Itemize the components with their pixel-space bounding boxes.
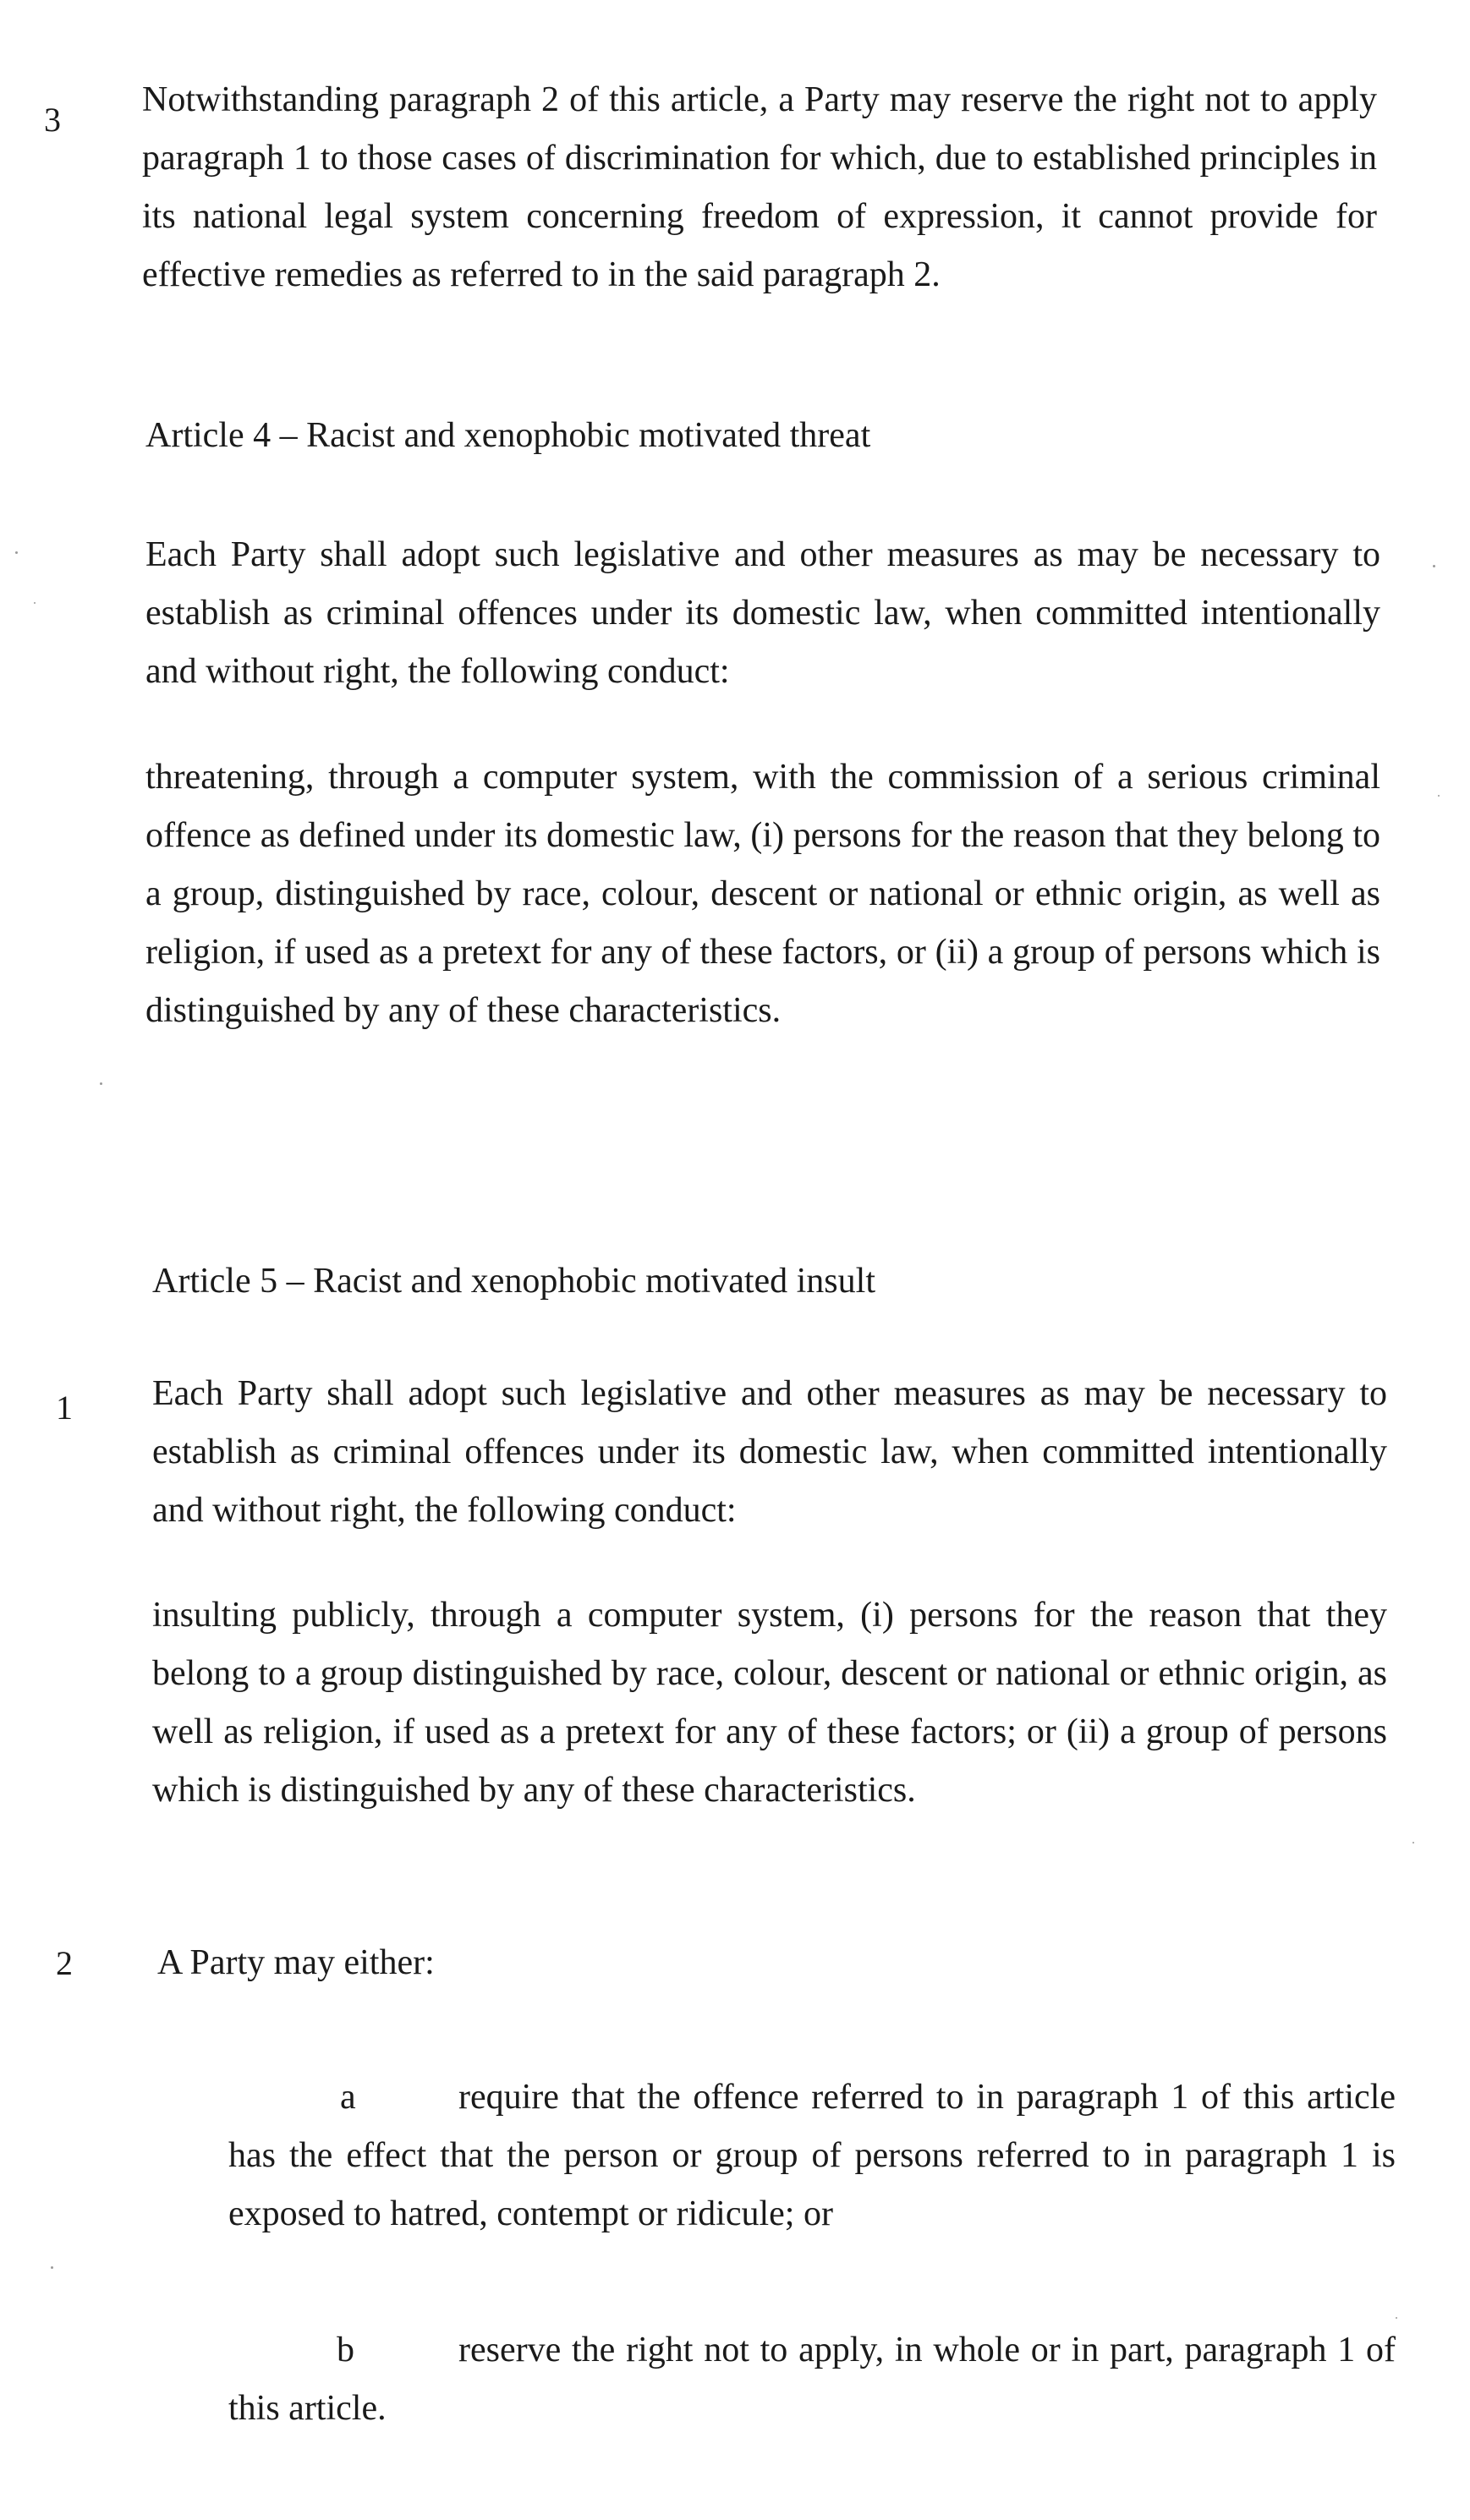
scan-speck [34, 602, 36, 604]
article-4-intro-text: Each Party shall adopt such legislative and other measures as may be necessary to establish as criminal offences under its domestic law, when committed intentionally and without right, the following conduct: [145, 535, 1380, 691]
article-3-paragraph-3-text: Notwithstanding paragraph 2 of this article, a Party may reserve the right not to apply paragraph 1 to those cases of discrimination for which, due to established principles in its national legal system concerning freedom of expression, it cannot provide for effective remedies as referred to in the said paragraph 2. [142, 80, 1377, 294]
paragraph-number: 1 [56, 1389, 73, 1427]
article-5-paragraph-2-intro: A Party may either: [157, 1943, 435, 1982]
scan-speck [100, 1082, 102, 1085]
article-5-heading: Article 5 – Racist and xenophobic motivated insult [152, 1262, 875, 1301]
scan-speck [51, 2266, 53, 2269]
scan-speck [1412, 1842, 1414, 1843]
scan-speck [15, 551, 18, 554]
item-letter: b [337, 2331, 354, 2369]
article-5-item-a [228, 2068, 1396, 2243]
item-b-text: reserve the right not to apply, in whole or in part, paragraph 1 of this article. [228, 2331, 1396, 2428]
item-letter: a [340, 2078, 356, 2117]
scan-speck [1396, 2317, 1397, 2319]
article-5-item-b [228, 2321, 1396, 2438]
article-5-paragraph-1-conduct: insulting publicly, through a computer system, (i) persons for the reason that they belong to a group distinguished by race, colour, descent or national or ethnic origin, as well as religion, if used as a pretext for any of these factors; or (ii) a group of persons which is distinguished by any of these characteristics. [152, 1596, 1387, 1810]
paragraph-number: 3 [44, 101, 61, 139]
article-4-heading: Article 4 – Racist and xenophobic motivated threat [145, 416, 871, 455]
article-4-conduct-text: threatening, through a computer system, with the commission of a serious criminal offence as defined under its domestic law, (i) persons for the reason that they belong to a group, distinguished by race, colour, descent or national or ethnic origin, as well as religion, if used as a pretext for any of these factors, or (ii) a group of persons which is distinguished by any of these characteristics. [145, 758, 1380, 1030]
article-5-paragraph-1-intro: Each Party shall adopt such legislative and other measures as may be necessary to establish as criminal offences under its domestic law, when committed intentionally and without right, the following conduct: [152, 1374, 1387, 1530]
scan-speck [1433, 565, 1435, 567]
item-a-text: require that the offence referred to in paragraph 1 of this article has the effect that the person or group of persons referred to in paragraph 1 is exposed to hatred, contempt or ridicule; or [228, 2078, 1396, 2233]
scan-speck [1438, 795, 1440, 797]
paragraph-number: 2 [56, 1944, 73, 1982]
